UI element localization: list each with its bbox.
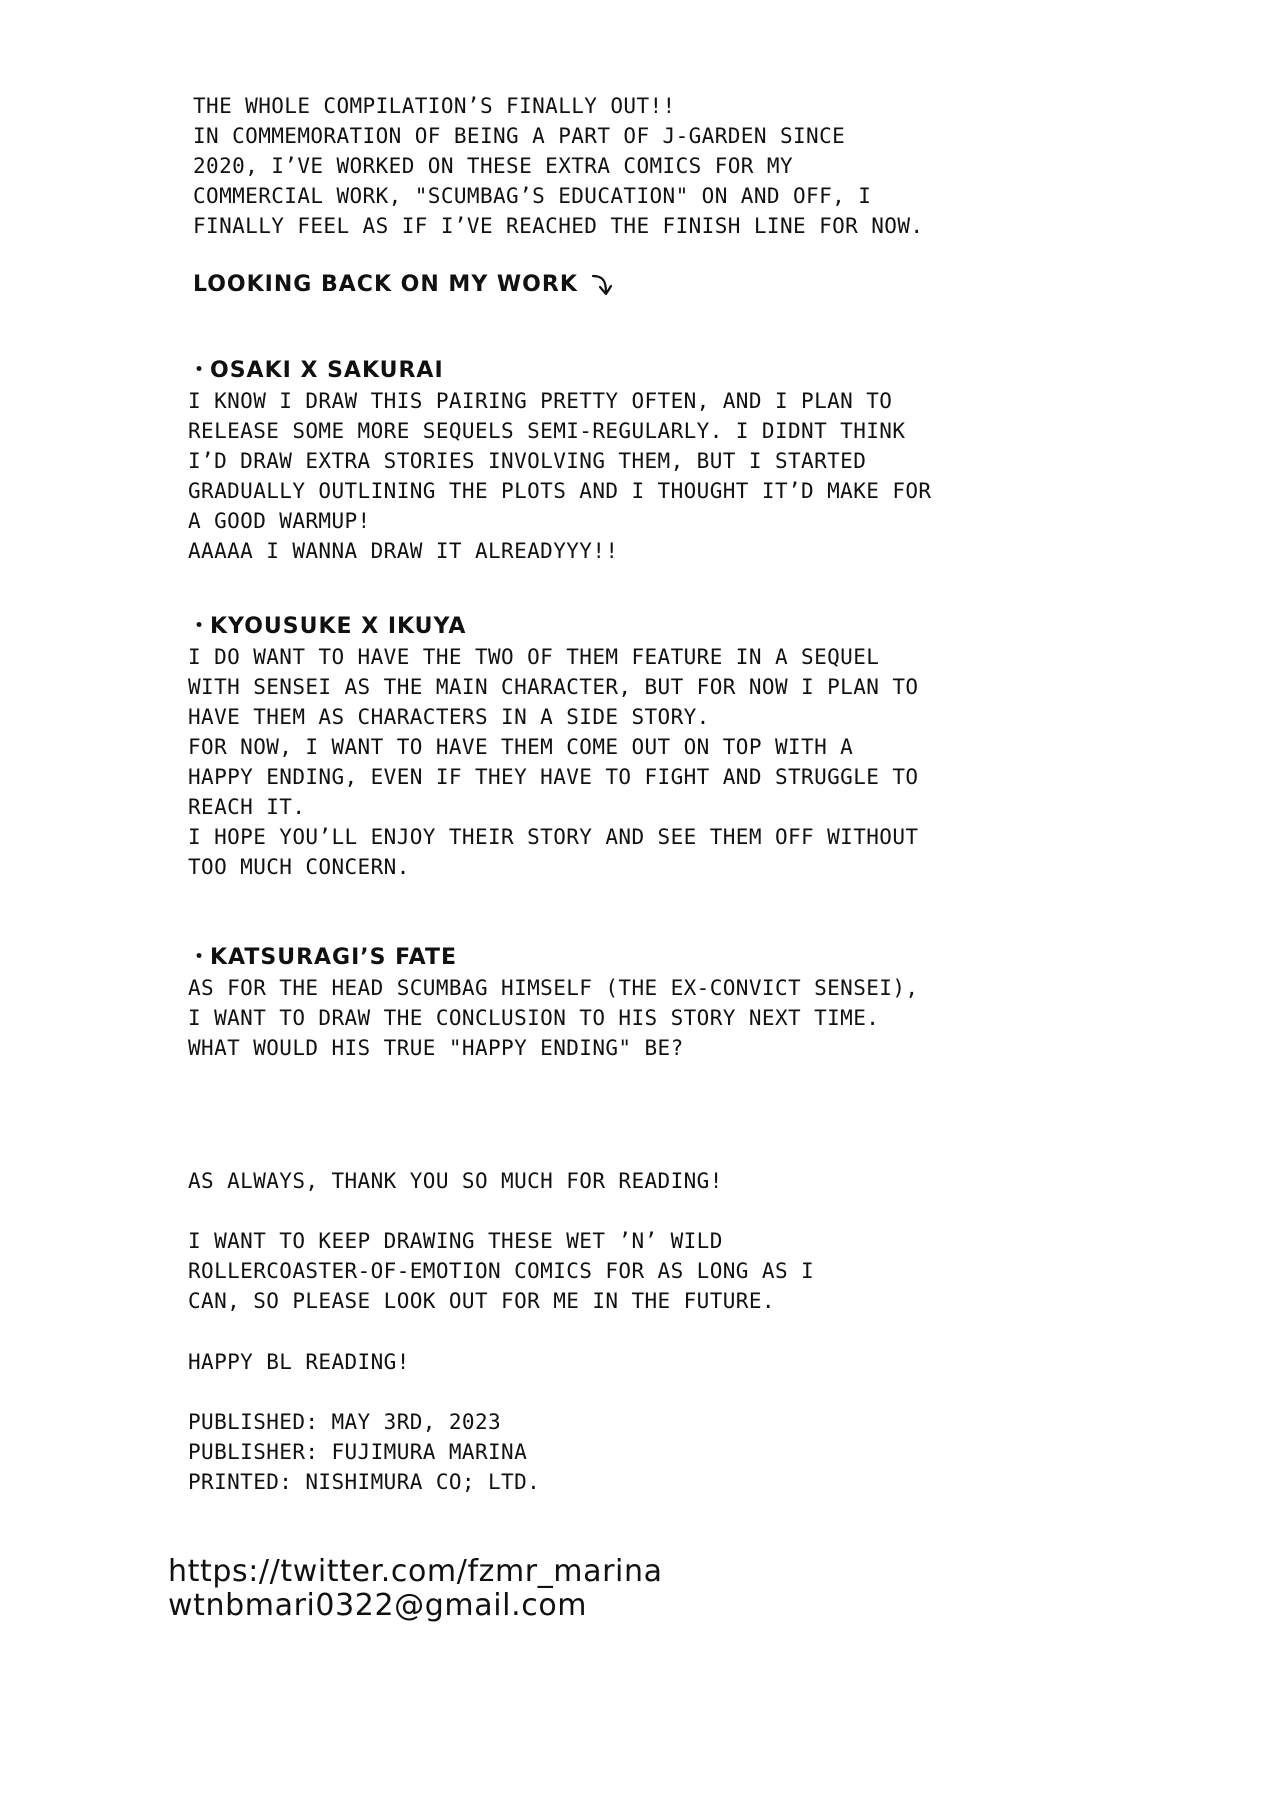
looking-back-heading-text: LOOKING BACK ON MY WORK (193, 272, 578, 298)
intro-line: FINALLY FEEL AS IF I’VE REACHED THE FINISH LINE FOR NOW. (193, 214, 924, 238)
section-line: HAPPY ENDING, EVEN IF THEY HAVE TO FIGHT AND STRUGGLE TO (188, 765, 919, 789)
bullet-icon: ・ (188, 614, 212, 639)
intro-line: THE WHOLE COMPILATION’S FINALLY OUT!! (193, 94, 676, 118)
thanks-line: AS ALWAYS, THANK YOU SO MUCH FOR READING! (188, 1169, 723, 1193)
happy-line: HAPPY BL READING! (188, 1350, 410, 1374)
section-line: AS FOR THE HEAD SCUMBAG HIMSELF (THE EX-CONVICT SENSEI), (188, 976, 919, 1000)
section-title-text: OSAKI X SAKURAI (210, 358, 444, 383)
section-line: I WANT TO DRAW THE CONCLUSION TO HIS STORY NEXT TIME. (188, 1006, 880, 1030)
section-line: REACH IT. (188, 795, 306, 819)
curved-arrow-down-right-icon (590, 272, 614, 303)
keep-drawing-line: I WANT TO KEEP DRAWING THESE WET ’N’ WILD (188, 1229, 723, 1253)
section-line: RELEASE SOME MORE SEQUELS SEMI-REGULARLY. I DIDNT THINK (188, 419, 906, 443)
section-line: HAVE THEM AS CHARACTERS IN A SIDE STORY. (188, 705, 710, 729)
section-line: I KNOW I DRAW THIS PAIRING PRETTY OFTEN, AND I PLAN TO (188, 389, 893, 413)
bullet-icon: ・ (188, 358, 212, 383)
intro-line: IN COMMEMORATION OF BEING A PART OF J-GARDEN SINCE (193, 124, 846, 148)
closing-happy (188, 1347, 1088, 1377)
section-line: FOR NOW, I WANT TO HAVE THEM COME OUT ON TOP WITH A (188, 735, 854, 759)
section-line: TOO MUCH CONCERN. (188, 855, 410, 879)
section-line: WITH SENSEI AS THE MAIN CHARACTER, BUT FOR NOW I PLAN TO (188, 675, 919, 699)
section-line: I’D DRAW EXTRA STORIES INVOLVING THEM, BUT I STARTED (188, 449, 867, 473)
closing-keep-drawing (188, 1226, 1088, 1316)
intro-line: COMMERCIAL WORK, "SCUMBAG’S EDUCATION" ON AND OFF, I (193, 184, 872, 208)
section-line: GRADUALLY OUTLINING THE PLOTS AND I THOUGHT IT’D MAKE FOR (188, 479, 932, 503)
keep-drawing-line: CAN, SO PLEASE LOOK OUT FOR ME IN THE FUTURE. (188, 1289, 775, 1313)
section-osaki-sakurai (188, 356, 1088, 566)
section-kyousuke-ikuya (188, 612, 1088, 882)
section-title (188, 943, 1088, 973)
colophon (188, 1407, 1088, 1497)
section-title (188, 356, 1088, 386)
section-line: I DO WANT TO HAVE THE TWO OF THEM FEATURE IN A SEQUEL (188, 645, 880, 669)
section-title (188, 612, 1088, 642)
intro-paragraph (193, 91, 1093, 241)
section-katsuragi-fate (188, 943, 1088, 1063)
section-title-text: KATSURAGI’S FATE (210, 945, 458, 970)
twitter-link[interactable]: https://twitter.com/fzmr_marina (168, 1554, 663, 1589)
section-title-text: KYOUSUKE X IKUYA (210, 614, 467, 639)
closing-thanks (188, 1166, 1088, 1196)
section-line: A GOOD WARMUP! (188, 509, 371, 533)
printer-name: PRINTED: NISHIMURA CO; LTD. (188, 1470, 541, 1494)
publisher-name: PUBLISHER: FUJIMURA MARINA (188, 1440, 528, 1464)
looking-back-heading (193, 272, 1093, 303)
intro-line: 2020, I’VE WORKED ON THESE EXTRA COMICS FOR MY (193, 154, 793, 178)
section-line: WHAT WOULD HIS TRUE "HAPPY ENDING" BE? (188, 1036, 684, 1060)
section-line: AAAAA I WANNA DRAW IT ALREADYYY!! (188, 539, 619, 563)
section-line: I HOPE YOU’LL ENJOY THEIR STORY AND SEE THEM OFF WITHOUT (188, 825, 919, 849)
keep-drawing-line: ROLLERCOASTER-OF-EMOTION COMICS FOR AS LONG AS I (188, 1259, 815, 1283)
bullet-icon: ・ (188, 945, 212, 970)
contact-info (168, 1555, 663, 1623)
published-date: PUBLISHED: MAY 3RD, 2023 (188, 1410, 502, 1434)
email-link[interactable]: wtnbmari0322@gmail.com (168, 1588, 588, 1623)
